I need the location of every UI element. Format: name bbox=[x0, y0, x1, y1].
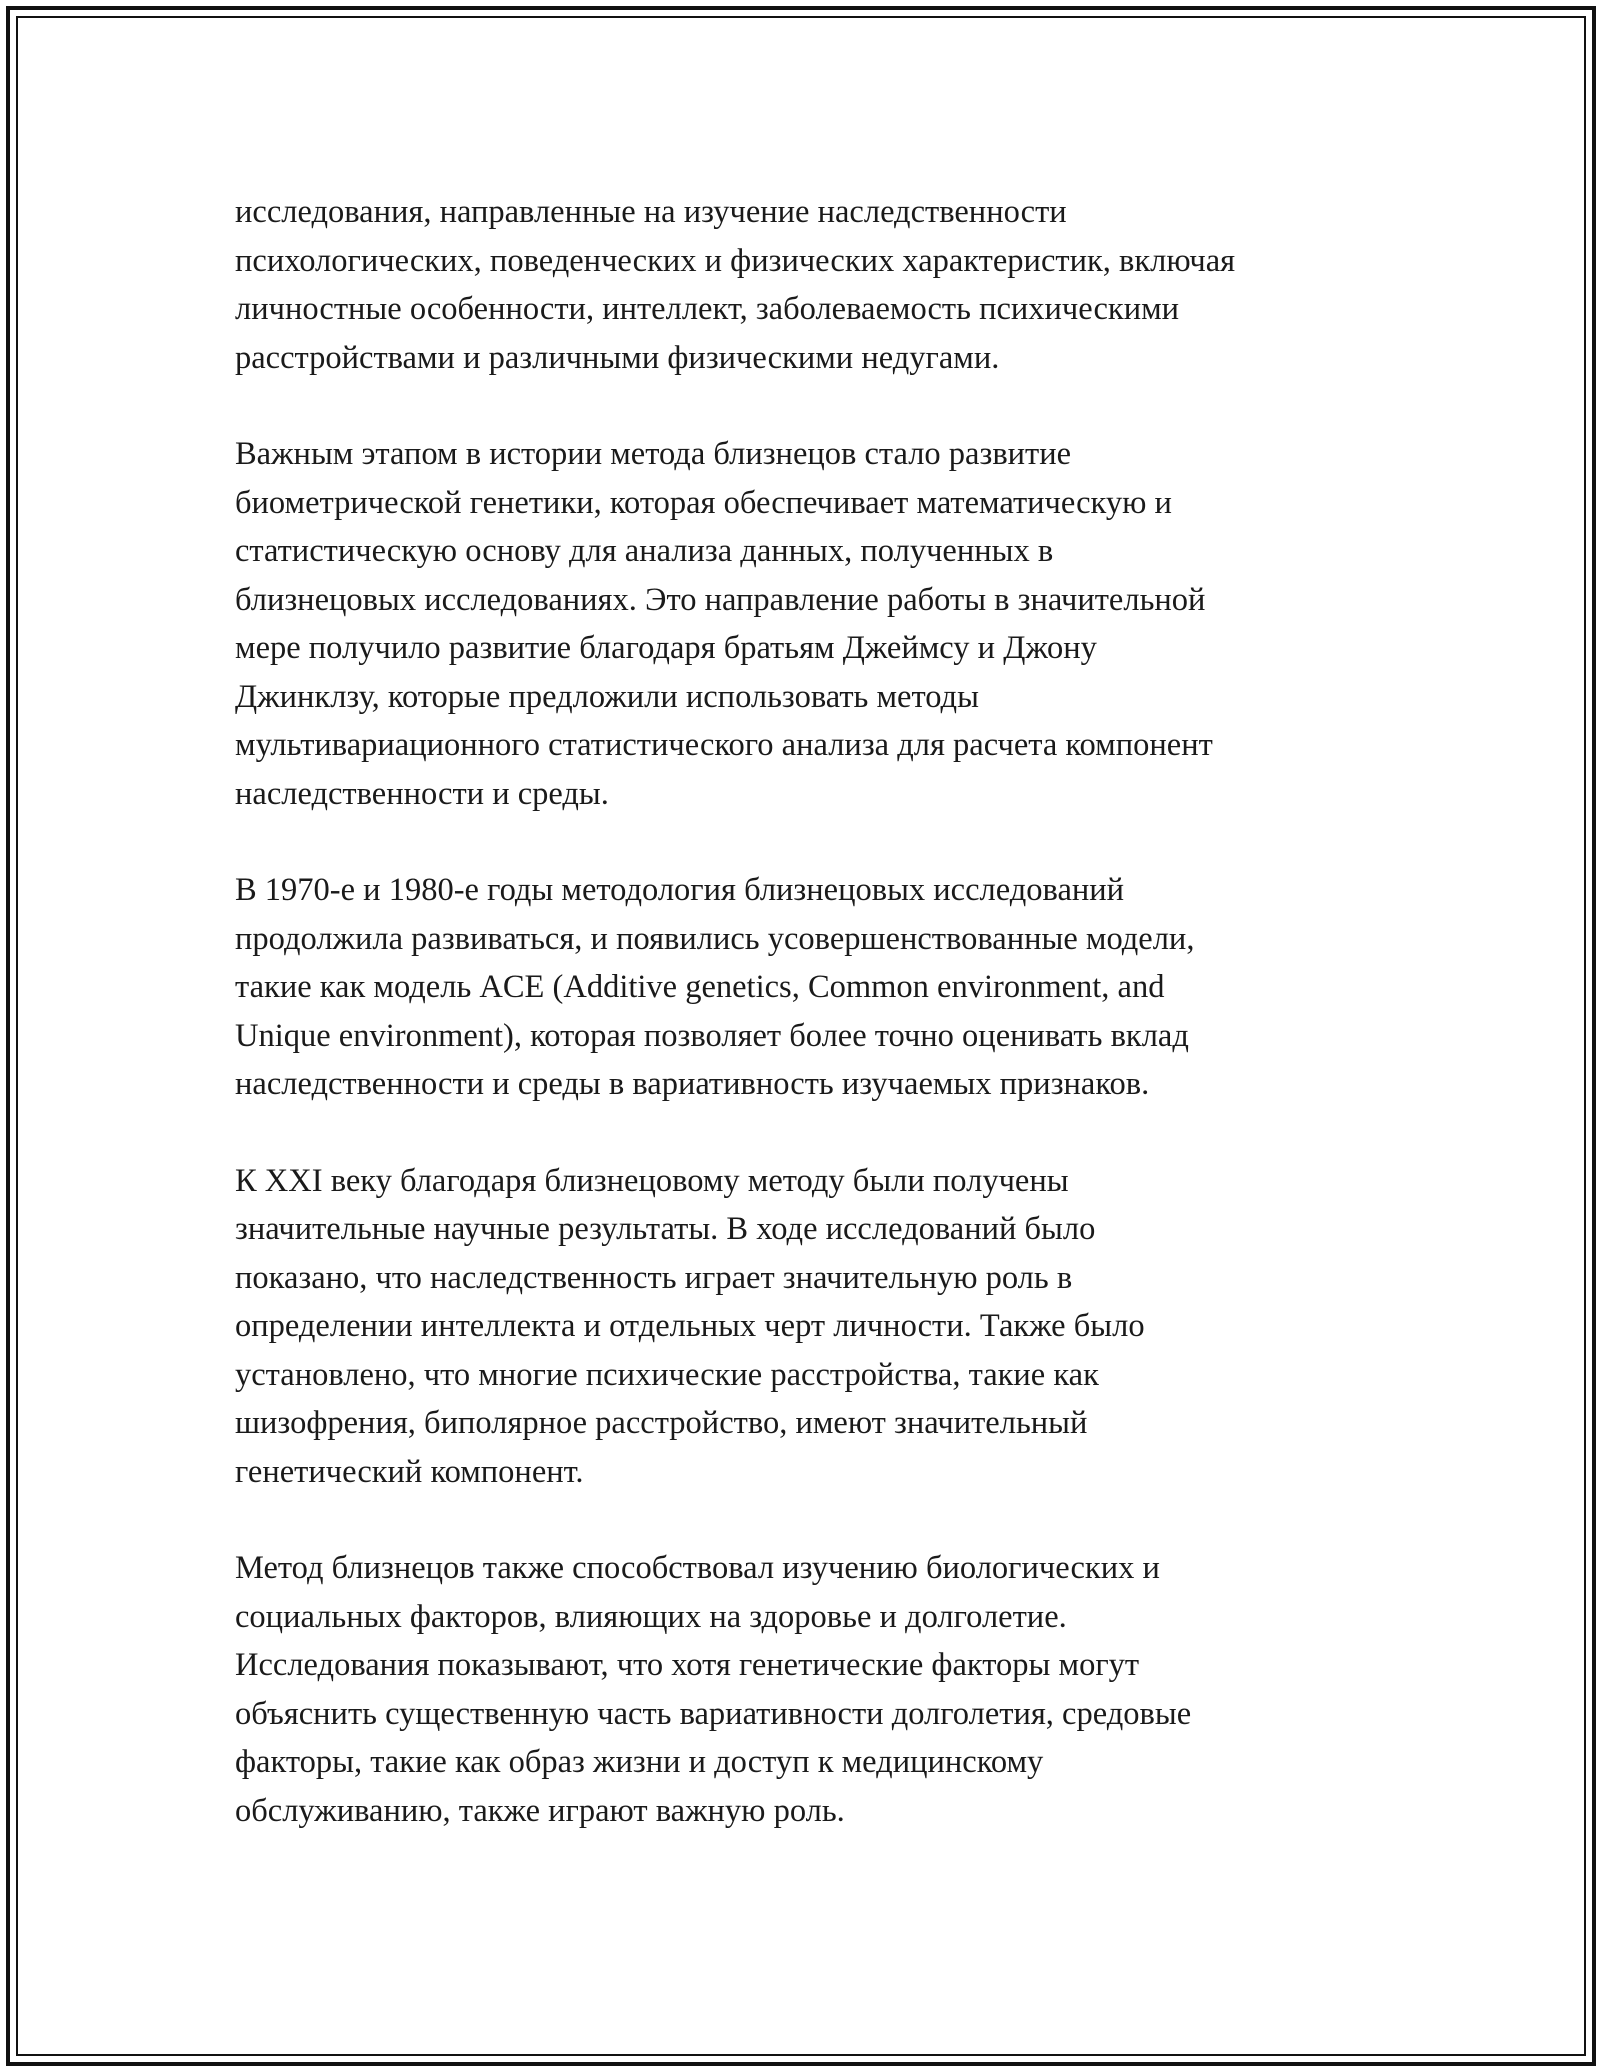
text-line: близнецовых исследованиях. Это направление работы в значительной bbox=[235, 581, 1206, 618]
text-line: Джинклзу, которые предложили использовать методы bbox=[235, 678, 979, 715]
text-line: личностные особенности, интеллект, заболеваемость психическими bbox=[235, 291, 1180, 327]
text-line: продолжила развиваться, и появились усовершенствованные модели, bbox=[235, 920, 1195, 957]
text-line: такие как модель ACE (Additive genetics, Common environment, and bbox=[235, 969, 1165, 1005]
text-line: В 1970-е и 1980-е годы методология близнецовых исследований bbox=[235, 872, 1125, 908]
text-line: значительные научные результаты. В ходе исследований было bbox=[235, 1211, 1096, 1247]
text-line: Метод близнецов также способствовал изучению биологических и bbox=[235, 1550, 1160, 1586]
text-line: К XXI веку благодаря близнецовому методу были получены bbox=[235, 1162, 1069, 1199]
text-line: шизофрения, биполярное расстройство, имеют значительный bbox=[235, 1405, 1088, 1441]
text-line: социальных факторов, влияющих на здоровье и долголетие. bbox=[235, 1598, 1067, 1635]
text-line: объяснить существенную часть вариативности долголетия, средовые bbox=[235, 1695, 1192, 1732]
text-line: Unique environment), которая позволяет более точно оценивать вклад bbox=[235, 1017, 1189, 1054]
paragraph-4 bbox=[235, 1157, 1375, 1497]
text-line: определении интеллекта и отдельных черт личности. Также было bbox=[235, 1308, 1145, 1344]
text-line: Важным этапом в истории метода близнецов стало развитие bbox=[235, 436, 1072, 472]
text-line: статистическую основу для анализа данных, полученных в bbox=[235, 533, 1054, 569]
text-line: мультивариационного статистического анализа для расчета компонент bbox=[235, 727, 1213, 763]
paragraph-5 bbox=[235, 1544, 1375, 1835]
text-line: генетический компонент. bbox=[235, 1453, 584, 1490]
text-line: показано, что наследственность играет значительную роль в bbox=[235, 1259, 1073, 1296]
document-body bbox=[235, 188, 1375, 1883]
text-line: установлено, что многие психические расстройства, такие как bbox=[235, 1356, 1099, 1393]
text-line: расстройствами и различными физическими недугами. bbox=[235, 339, 1000, 376]
text-line: биометрической генетики, которая обеспечивает математическую и bbox=[235, 484, 1172, 521]
text-line: факторы, такие как образ жизни и доступ к медицинскому bbox=[235, 1744, 1044, 1780]
text-line: обслуживанию, также играют важную роль. bbox=[235, 1792, 845, 1829]
text-line: наследственности и среды. bbox=[235, 775, 609, 812]
text-line: наследственности и среды в вариативность изучаемых признаков. bbox=[235, 1066, 1150, 1102]
paragraph-2 bbox=[235, 430, 1375, 818]
paragraph-3 bbox=[235, 866, 1375, 1109]
text-line: Исследования показывают, что хотя генетические факторы могут bbox=[235, 1647, 1140, 1683]
text-line: психологических, поведенческих и физических характеристик, включая bbox=[235, 242, 1236, 279]
paragraph-1 bbox=[235, 188, 1375, 382]
text-line: исследования, направленные на изучение наследственности bbox=[235, 194, 1067, 230]
text-line: мере получило развитие благодаря братьям Джеймсу и Джону bbox=[235, 630, 1097, 666]
